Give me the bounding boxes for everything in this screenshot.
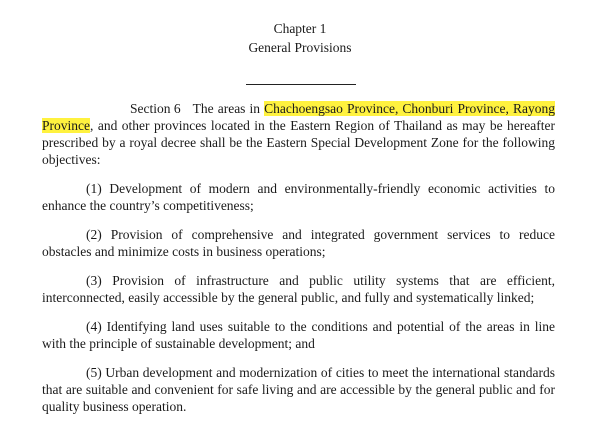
section-paragraph	[42, 100, 555, 168]
objective-3: (3) Provision of infrastructure and public utility systems that are efficient, interconnected, easily accessible by the general public, and fully and systematically linked;	[42, 273, 555, 305]
section-label: Section 6	[130, 101, 181, 116]
title-divider	[246, 84, 356, 85]
chapter-title: General Provisions	[248, 40, 352, 55]
document-body	[42, 100, 555, 415]
highlighted-provinces: Chachoengsao Province, Chonburi Province, Rayong Province	[42, 101, 555, 133]
objective-5: (5) Urban development and modernization of cities to meet the international standards that are suitable and convenient for safe living and are accessible by the general public and for quality business operation.	[42, 365, 555, 414]
section-intro-after: , and other provinces located in the Eastern Region of Thailand as may be hereafter prescribed by a royal decree shall be the Eastern Special Development Zone for the following objectives:	[42, 118, 555, 167]
objective-1: (1) Development of modern and environmentally-friendly economic activities to enhance the country’s competitiveness;	[42, 181, 555, 213]
section-intro-before: The areas in	[192, 101, 265, 116]
objective-4: (4) Identifying land uses suitable to the conditions and potential of the areas in line with the principle of sustainable development; and	[42, 319, 555, 351]
chapter-number: Chapter 1	[273, 21, 327, 36]
objective-2: (2) Provision of comprehensive and integrated government services to reduce obstacles and minimize costs in business operations;	[42, 227, 555, 259]
